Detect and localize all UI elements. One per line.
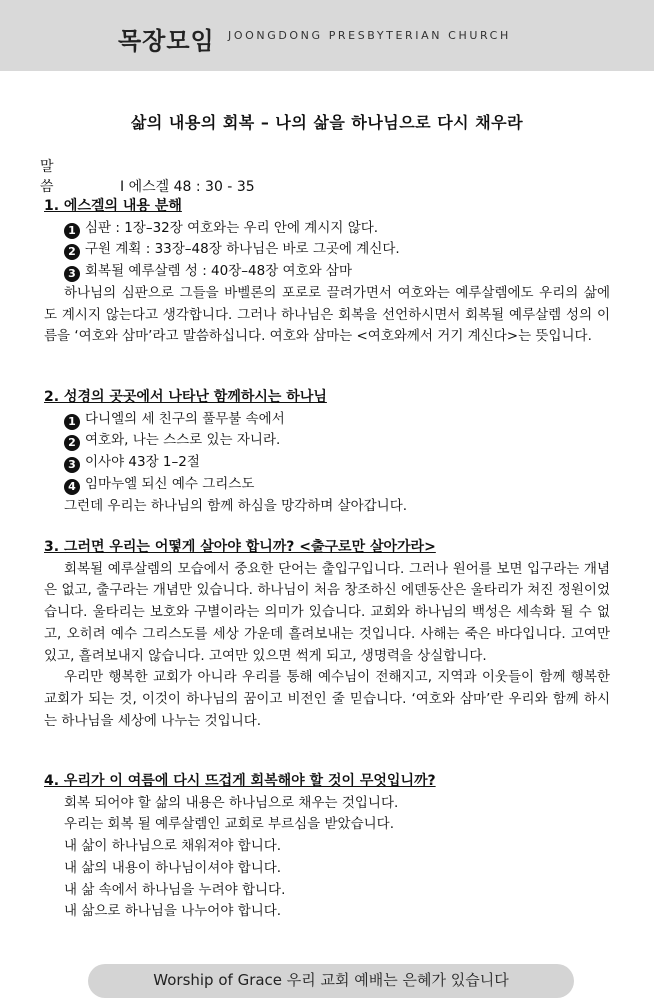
section-line: 내 삶으로 하나님을 나누어야 합니다. — [64, 903, 282, 920]
number-badge: 4 — [64, 479, 80, 495]
list-item — [44, 452, 610, 474]
list-item — [44, 430, 610, 452]
section-line: 내 삶의 내용이 하나님이셔야 합니다. — [64, 859, 282, 876]
header-title: 목장모임 — [118, 27, 215, 55]
section-paragraph: 하나님의 심판으로 그들을 바벨론의 포로로 끌려가면서 여호와는 예루살렘에도 우리의 삶에도 계시지 않는다고 생각합니다. 그러나 하나님은 회복을 선언하시면서 회복될 예루살렘 성의 이름을 ‘여호와 삼마’라고 말씀하십니다. 여호와 삼마는 <여호와께서 거기 계신다>는 뜻입니다. — [44, 284, 610, 345]
footer-banner: Worship of Grace 우리 교회 예배는 은혜가 있습니다 — [88, 964, 574, 998]
section-2 — [44, 387, 610, 517]
scripture-reference: 에스겔 48 : 30 - 35 — [128, 179, 255, 195]
section-paragraph: 회복될 예루살렘의 모습에서 중요한 단어는 출입구입니다. 그러나 원어를 보면 입구라는 개념은 없고, 출구라는 개념만 있습니다. 하나님이 처음 창조하신 에덴동산은 울타리가 쳐진 정원이었습니다. 울타리는 보호와 구별이라는 의미가 있습니다. 교회와 하나님의 백성은 세속화 될 수 없고, 오히려 예수 그리스도를 세상 가운데 흘려보내는 것입니다. 사해는 죽은 바다입니다. 고여만 있고, 흘려보내지 않습니다. 고여만 있으면 썩게 되고, 생명력을 상실합니다. — [44, 560, 610, 664]
section-4 — [44, 771, 610, 923]
list-item — [44, 261, 610, 283]
section-line: 내 삶이 하나님으로 채워져야 합니다. — [64, 838, 282, 855]
section-heading: 1. 에스겔의 내용 분해 — [44, 198, 182, 214]
section-closing: 그런데 우리는 하나님의 함께 하심을 망각하며 살아갑니다. — [64, 497, 408, 514]
item-text: 회복될 예루살렘 성 : 40장–48장 여호와 삼마 — [85, 263, 353, 280]
scripture-separator: I — [120, 179, 125, 195]
section-heading: 2. 성경의 곳곳에서 나타난 함께하시는 하나님 — [44, 389, 327, 405]
section-3 — [44, 537, 610, 732]
church-name: JOONGDONG PRESBYTERIAN CHURCH — [228, 29, 511, 42]
number-badge: 3 — [64, 266, 80, 282]
item-text: 심판 : 1장–32장 여호와는 우리 안에 계시지 않다. — [85, 219, 379, 236]
item-text: 구원 계획 : 33장–48장 하나님은 바로 그곳에 계신다. — [85, 241, 400, 258]
item-text: 임마누엘 되신 예수 그리스도 — [85, 475, 255, 492]
item-text: 이사야 43장 1–2절 — [85, 454, 200, 471]
list-item — [44, 239, 610, 261]
list-item — [44, 409, 610, 431]
scripture-line — [40, 156, 255, 196]
header-bar — [0, 0, 654, 71]
list-item — [44, 474, 610, 496]
item-text: 여호와, 나는 스스로 있는 자니라. — [85, 432, 281, 449]
number-badge: 3 — [64, 457, 80, 473]
section-paragraph: 우리만 행복한 교회가 아니라 우리를 통해 예수님이 전해지고, 지역과 이웃들이 함께 행복한 교회가 되는 것, 이것이 하나님의 꿈이고 비전인 줄 믿습니다. ‘여호와 삼마’란 우리와 함께 하시는 하나님을 세상에 나누는 것입니다. — [44, 669, 610, 729]
section-line: 내 삶 속에서 하나님을 누려야 합니다. — [64, 881, 286, 898]
number-badge: 2 — [64, 435, 80, 451]
scripture-label: 말씀 — [40, 159, 84, 195]
sermon-title: 삶의 내용의 회복 – 나의 삶을 하나님으로 다시 채우라 — [130, 113, 524, 132]
section-1 — [44, 196, 610, 348]
number-badge: 1 — [64, 414, 80, 430]
list-item — [44, 218, 610, 240]
section-line: 회복 되어야 할 삶의 내용은 하나님으로 채우는 것입니다. — [64, 794, 399, 811]
number-badge: 1 — [64, 223, 80, 239]
section-heading: 4. 우리가 이 여름에 다시 뜨겁게 회복해야 할 것이 무엇입니까? — [44, 773, 436, 789]
number-badge: 2 — [64, 244, 80, 260]
item-text: 다니엘의 세 친구의 풀무불 속에서 — [85, 410, 285, 427]
section-heading: 3. 그러면 우리는 어떻게 살아야 합니까? <출구로만 살아가라> — [44, 539, 436, 555]
section-line: 우리는 회복 될 예루살렘인 교회로 부르심을 받았습니다. — [64, 816, 394, 833]
